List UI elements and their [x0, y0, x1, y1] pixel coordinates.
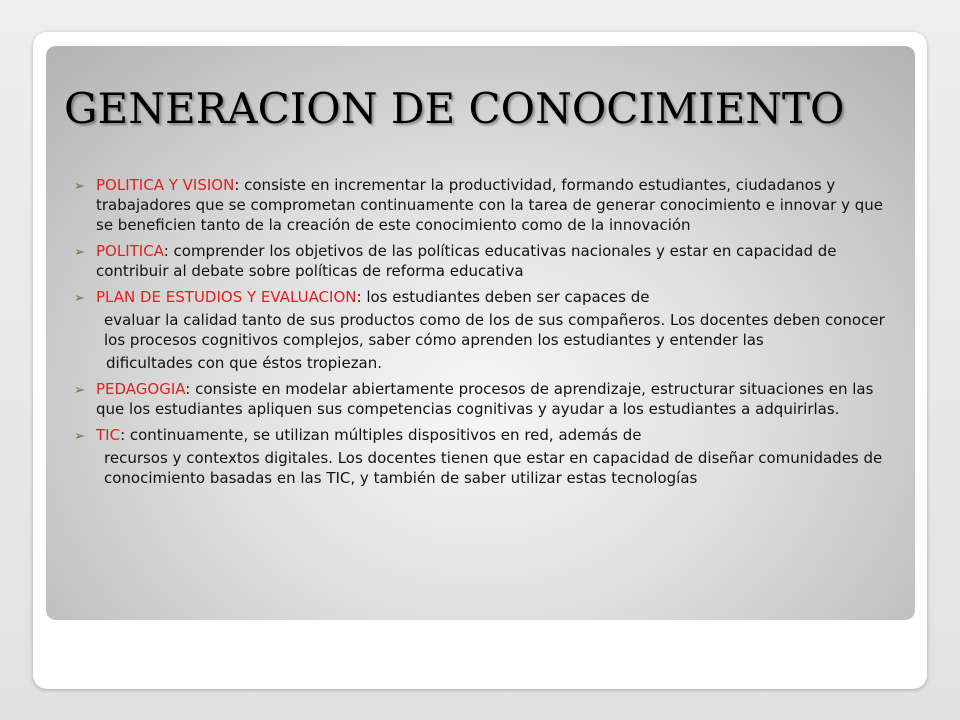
arrow-bullet-icon: ➢: [74, 429, 85, 444]
item-text-continued: evaluar la calidad tanto de sus productos como de los de sus compañeros. Los docentes deben conocer los procesos cognitivos complejos, saber cómo aprenden los estudiantes y entender las: [104, 311, 885, 349]
arrow-bullet-icon: ➢: [74, 383, 85, 398]
item-text: : consiste en incrementar la productividad, formando estudiantes, ciudadanos y trabajadores que se comprometan continuamente con la tarea de generar conocimiento e innovar y que se beneficien tanto de la creación de este conocimiento como de la innovación: [96, 176, 884, 234]
arrow-bullet-icon: ➢: [74, 291, 85, 306]
slide-title: GENERACION DE CONOCIMIENTO: [64, 84, 845, 133]
item-text: : consiste en modelar abiertamente procesos de aprendizaje, estructurar situaciones en las que los estudiantes apliquen sus competencias cognitivas y ayudar a los estudiantes a adquirirlas.: [96, 380, 874, 418]
item-text: : los estudiantes deben ser capaces de: [356, 288, 650, 306]
item-label: PLAN DE ESTUDIOS Y EVALUACION: [96, 288, 357, 306]
item-text-continued: recursos y contextos digitales. Los docentes tienen que estar en capacidad de diseñar comunidades de conocimiento basadas en las TIC, y también de saber utilizar estas tecnologías: [104, 449, 883, 487]
item-text-continued: dificultades con que éstos tropiezan.: [106, 354, 383, 372]
item-text: : comprender los objetivos de las políticas educativas nacionales y estar en capacidad de contribuir al debate sobre políticas de reforma educativa: [96, 242, 837, 280]
list-item: [74, 175, 904, 235]
list-item: [74, 287, 904, 373]
item-label: POLITICA: [96, 242, 164, 260]
list-item: [74, 425, 904, 488]
arrow-bullet-icon: ➢: [74, 179, 85, 194]
list-item: [74, 379, 904, 419]
item-label: TIC: [96, 426, 121, 444]
item-text: : continuamente, se utilizan múltiples dispositivos en red, además de: [120, 426, 642, 444]
list-item: [74, 241, 904, 281]
bullet-list: [74, 175, 904, 494]
arrow-bullet-icon: ➢: [74, 245, 85, 260]
item-label: PEDAGOGIA: [96, 380, 186, 398]
item-label: POLITICA Y VISION: [96, 176, 235, 194]
